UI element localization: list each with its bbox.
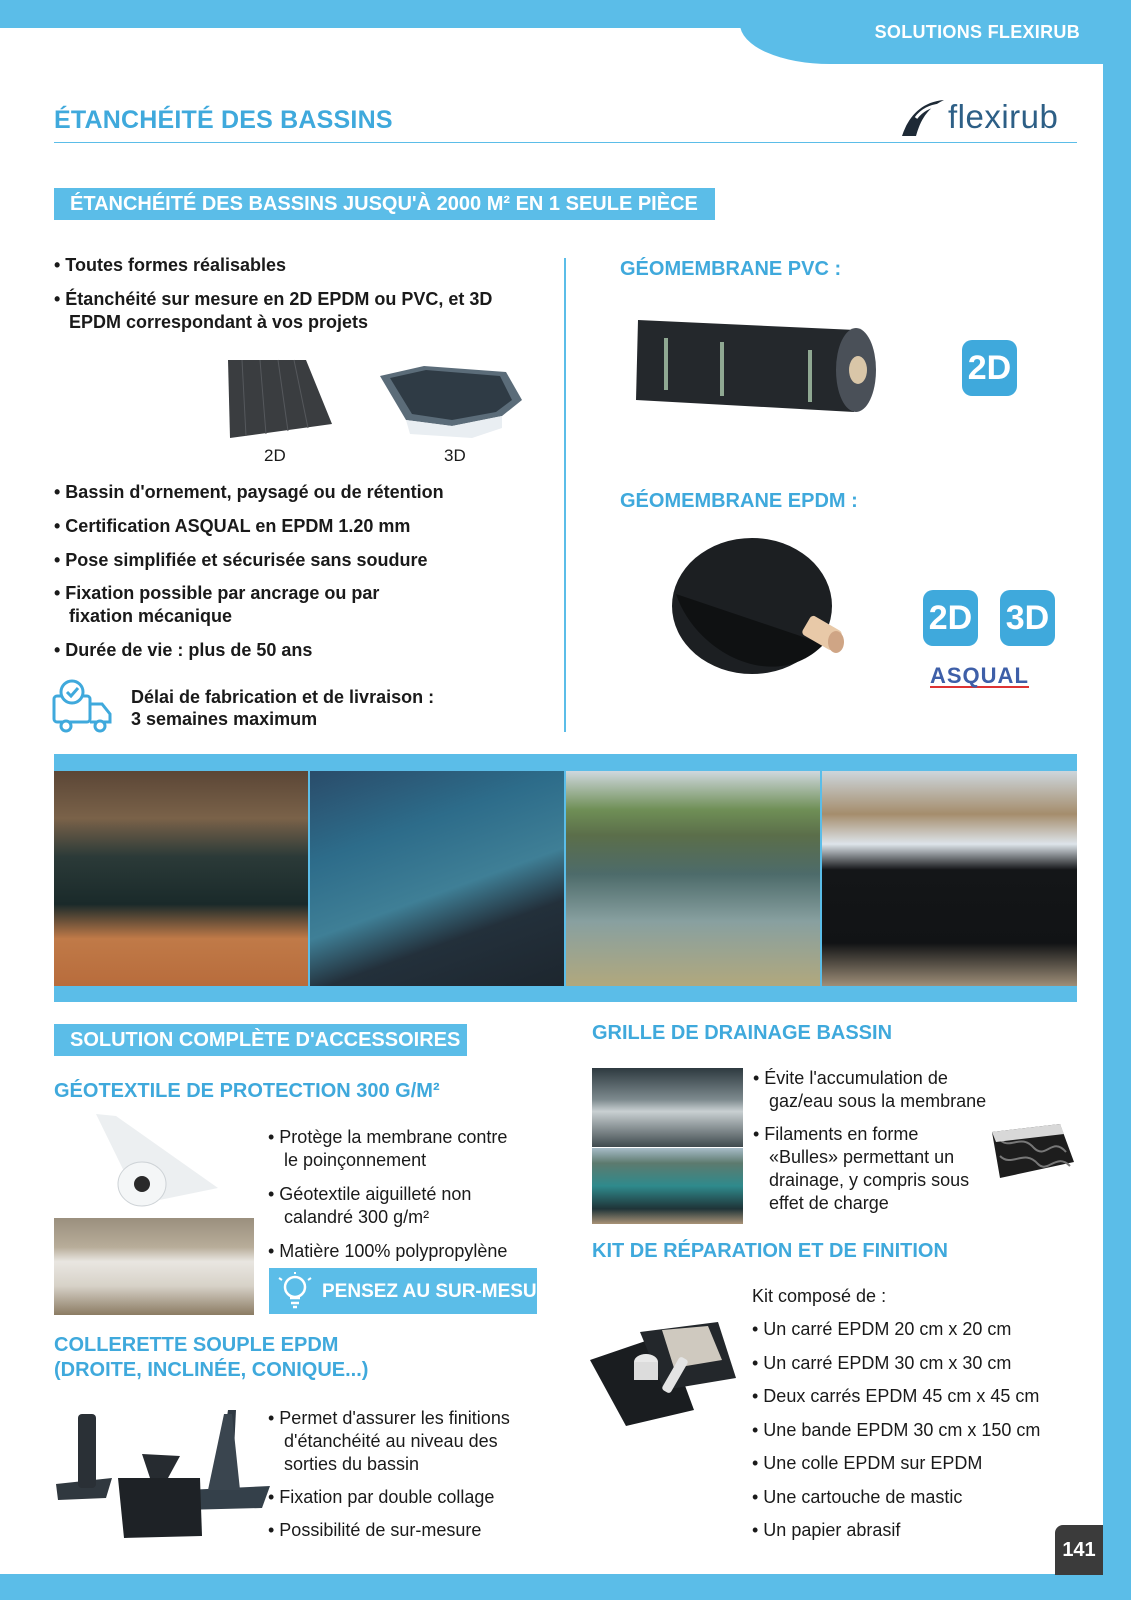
title-rule xyxy=(54,142,1077,143)
flat-membrane-image xyxy=(222,358,334,440)
bullet-lifespan: • Durée de vie : plus de 50 ans xyxy=(54,640,313,660)
frame-bottom xyxy=(0,1574,1131,1600)
geotextile-roll-image xyxy=(86,1112,222,1208)
geo-bullet-1-cont: le poinçonnement xyxy=(284,1150,427,1170)
lightbulb-icon xyxy=(278,1272,312,1310)
label-2d: 2D xyxy=(264,446,286,465)
photo-natural-pond xyxy=(566,771,820,986)
bullet-fixation-cont: fixation mécanique xyxy=(69,606,233,626)
grille-bullet-1-cont: gaz/eau sous la membrane xyxy=(769,1091,987,1111)
drainage-mesh-image xyxy=(990,1122,1076,1182)
kit-item-4: • Une bande EPDM 30 cm x 150 cm xyxy=(752,1420,1041,1440)
grille-bullet-2-cont2: drainage, y compris sous xyxy=(769,1170,970,1190)
pvc-badge-2d: 2D xyxy=(962,340,1017,396)
bullet-custom-cont: EPDM correspondant à vos projets xyxy=(69,312,369,332)
bullet-fixation: • Fixation possible par ancrage ou par xyxy=(54,583,380,603)
main-banner: ÉTANCHÉITÉ DES BASSINS JUSQU'À 2000 M² EN 1 SEULE PIÈCE xyxy=(54,188,715,220)
grille-bullet-2-cont: «Bulles» permettant un xyxy=(769,1147,955,1167)
coll-bullet-1-cont2: sorties du bassin xyxy=(284,1454,420,1474)
repair-kit-image xyxy=(590,1320,740,1430)
pool-membrane-image xyxy=(376,364,524,440)
delivery-text-2: 3 semaines maximum xyxy=(131,709,318,729)
page-title: ÉTANCHÉITÉ DES BASSINS xyxy=(54,106,393,134)
grille-bullet-2-cont3: effet de charge xyxy=(769,1193,889,1213)
label-3d: 3D xyxy=(444,446,466,465)
collerette-subheading: (DROITE, INCLINÉE, CONIQUE...) xyxy=(54,1359,369,1381)
kit-item-1: • Un carré EPDM 20 cm x 20 cm xyxy=(752,1319,1012,1339)
epdm-heading: GÉOMEMBRANE EPDM : xyxy=(620,490,858,512)
kit-item-6: • Une cartouche de mastic xyxy=(752,1487,963,1507)
coll-bullet-3: • Possibilité de sur-mesure xyxy=(268,1520,482,1540)
geotextile-heading: GÉOTEXTILE DE PROTECTION 300 G/M² xyxy=(54,1080,440,1102)
bullet-installation: • Pose simplifiée et sécurisée sans soudure xyxy=(54,550,428,570)
flexirub-logo-icon xyxy=(898,96,948,138)
delivery-truck-icon xyxy=(52,678,114,734)
coll-bullet-1-cont: d'étanchéité au niveau des xyxy=(284,1431,498,1451)
grille-bullet-1: • Évite l'accumulation de xyxy=(753,1068,948,1088)
kit-item-7: • Un papier abrasif xyxy=(752,1520,901,1540)
section-label: SOLUTIONS FLEXIRUB xyxy=(874,22,1080,42)
geo-bullet-3: • Matière 100% polypropylène xyxy=(268,1241,508,1261)
kit-item-5: • Une colle EPDM sur EPDM xyxy=(752,1453,983,1473)
grille-photo-1 xyxy=(592,1068,743,1147)
kit-item-3: • Deux carrés EPDM 45 cm x 45 cm xyxy=(752,1386,1040,1406)
collerette-heading: COLLERETTE SOUPLE EPDM xyxy=(54,1334,339,1356)
page-number: 141 xyxy=(1055,1525,1103,1575)
geotextile-site-photo xyxy=(54,1218,254,1315)
logo-text: flexirub xyxy=(948,98,1059,135)
collerette-products-image xyxy=(56,1408,270,1546)
column-divider xyxy=(564,258,566,732)
coll-bullet-1: • Permet d'assurer les finitions xyxy=(268,1408,510,1428)
coll-bullet-2: • Fixation par double collage xyxy=(268,1487,495,1507)
asqual-logo: ASQUAL xyxy=(930,663,1029,688)
grille-heading: GRILLE DE DRAINAGE BASSIN xyxy=(592,1022,893,1044)
bullet-certification: • Certification ASQUAL en EPDM 1.20 mm xyxy=(54,516,411,536)
photo-lined-reservoir xyxy=(310,771,564,986)
photo-garden-pool xyxy=(54,771,308,986)
kit-heading: KIT DE RÉPARATION ET DE FINITION xyxy=(592,1240,948,1262)
pvc-roll-image xyxy=(628,316,882,416)
grille-bullet-2: • Filaments en forme xyxy=(753,1124,919,1144)
bullet-custom: • Étanchéité sur mesure en 2D EPDM ou PVC, et 3D xyxy=(54,289,493,309)
geo-bullet-2: • Géotextile aiguilleté non xyxy=(268,1184,472,1204)
pvc-heading: GÉOMEMBRANE PVC : xyxy=(620,258,842,280)
kit-item-2: • Un carré EPDM 30 cm x 30 cm xyxy=(752,1353,1012,1373)
geo-bullet-2-cont: calandré 300 g/m² xyxy=(284,1207,430,1227)
epdm-badge-2d: 2D xyxy=(923,590,978,646)
photo-construction-site xyxy=(822,771,1077,986)
geo-bullet-1: • Protège la membrane contre xyxy=(268,1127,508,1147)
kit-intro: Kit composé de : xyxy=(752,1286,887,1306)
bullet-shapes: • Toutes formes réalisables xyxy=(54,255,287,275)
epdm-roll-image xyxy=(656,534,848,694)
epdm-badge-3d: 3D xyxy=(1000,590,1055,646)
accessories-banner: SOLUTION COMPLÈTE D'ACCESSOIRES xyxy=(54,1024,467,1056)
custom-cta-text: PENSEZ AU SUR-MESURE ! xyxy=(322,1281,575,1302)
grille-photo-2 xyxy=(592,1148,743,1224)
frame-right xyxy=(1103,0,1131,1600)
bullet-basin-types: • Bassin d'ornement, paysagé ou de rétention xyxy=(54,482,444,502)
delivery-text-1: Délai de fabrication et de livraison : xyxy=(131,687,435,707)
